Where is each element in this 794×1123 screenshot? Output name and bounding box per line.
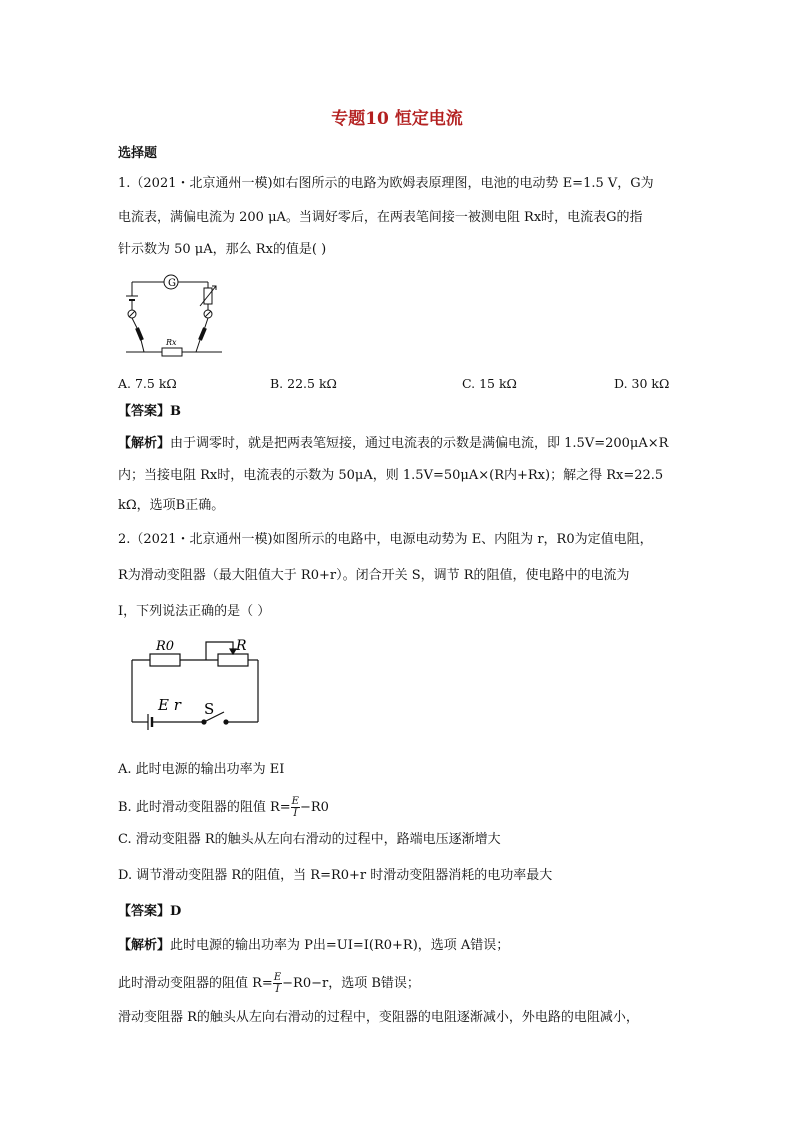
galvanometer-label: G xyxy=(168,278,176,289)
switch-label: S xyxy=(204,700,215,718)
q2-option-b-prefix: B. 此时滑动变阻器的阻值 R= xyxy=(118,800,291,815)
q1-option-a: A. 7.5 kΩ xyxy=(118,376,177,391)
q1-analysis-text-1: 由于调零时，就是把两表笔短接，通过电流表的示数是满偏电流，即 1.5V=200μA×R xyxy=(170,436,669,451)
q2-circuit-diagram xyxy=(124,632,264,732)
q1-option-b: B. 22.5 kΩ xyxy=(270,376,337,391)
q2-analysis-fraction xyxy=(273,972,282,995)
q2-analysis-label: 【解析】 xyxy=(118,938,171,953)
q1-stem-line-1: 1.（2021・北京通州一模)如右图所示的电路为欧姆表原理图，电池的电动势 E=1.5 V，G为 xyxy=(118,176,654,191)
r0-label: R0 xyxy=(156,639,175,654)
r-label: R xyxy=(236,638,247,654)
q2-stem-line-1: 2.（2021・北京通州一模)如图所示的电路中，电源电动势为 E、内阻为 r，R0为定值电阻， xyxy=(118,532,653,547)
q1-analysis-line-2: 内；当接电阻 Rx时，电流表的示数为 50μA，则 1.5V=50μA×(R内+Rx)；解之得 Rx=22.5 xyxy=(118,468,664,483)
q2-option-b-suffix: −R0 xyxy=(299,800,329,815)
fraction-numerator: E xyxy=(273,972,282,983)
fraction-denominator: I xyxy=(293,808,298,819)
q2-option-a: A. 此时电源的输出功率为 EI xyxy=(118,762,285,777)
q1-analysis-line-1 xyxy=(118,436,668,452)
q1-option-d: D. 30 kΩ xyxy=(614,376,670,391)
q2-stem-line-2: R为滑动变阻器（最大阻值大于 R0+r）。闭合开关 S，调节 R的阻值，使电路中的电流为 xyxy=(118,568,630,583)
q2-analysis-line-2 xyxy=(118,972,420,995)
q2-option-b-fraction xyxy=(291,796,300,819)
rx-label: Rx xyxy=(166,338,177,347)
ohmmeter-circuit-diagram xyxy=(118,268,228,360)
q2-option-d: D. 调节滑动变阻器 R的阻值，当 R=R0+r 时滑动变阻器消耗的电功率最大 xyxy=(118,868,553,883)
page-title: 专题10 恒定电流 xyxy=(331,109,463,129)
q1-analysis-label: 【解析】 xyxy=(118,436,171,451)
q2-option-b xyxy=(118,796,329,819)
q2-analysis-text-1: 此时电源的输出功率为 P出=UI=I(R0+R)，选项 A错误； xyxy=(170,938,510,953)
q2-answer: 【答案】D xyxy=(118,904,182,919)
q1-stem-line-2: 电流表，满偏电流为 200 μA。当调好零后，在两表笔间接一被测电阻 Rx时，电流表G的指 xyxy=(118,210,643,225)
fraction-denominator: I xyxy=(275,984,280,995)
q2-option-c: C. 滑动变阻器 R的触头从左向右滑动的过程中，路端电压逐渐增大 xyxy=(118,832,501,847)
q2-analysis-2-prefix: 此时滑动变阻器的阻值 R= xyxy=(118,976,273,991)
q2-analysis-line-1 xyxy=(118,938,509,954)
section-heading: 选择题 xyxy=(118,146,158,161)
q2-stem-line-3: I，下列说法正确的是（ ） xyxy=(118,604,271,619)
q2-analysis-2-suffix: −R0−r，选项 B错误； xyxy=(282,976,420,991)
q1-answer: 【答案】B xyxy=(118,404,181,419)
q1-option-c: C. 15 kΩ xyxy=(462,376,517,391)
q1-analysis-line-3: kΩ，选项B正确。 xyxy=(118,498,225,513)
q2-analysis-line-3: 滑动变阻器 R的触头从左向右滑动的过程中，变阻器的电阻逐渐减小，外电路的电阻减小， xyxy=(118,1010,639,1025)
er-label: E r xyxy=(158,696,181,714)
q1-stem-line-3: 针示数为 50 μA，那么 Rx的值是( ) xyxy=(118,242,327,257)
fraction-numerator: E xyxy=(291,796,299,807)
